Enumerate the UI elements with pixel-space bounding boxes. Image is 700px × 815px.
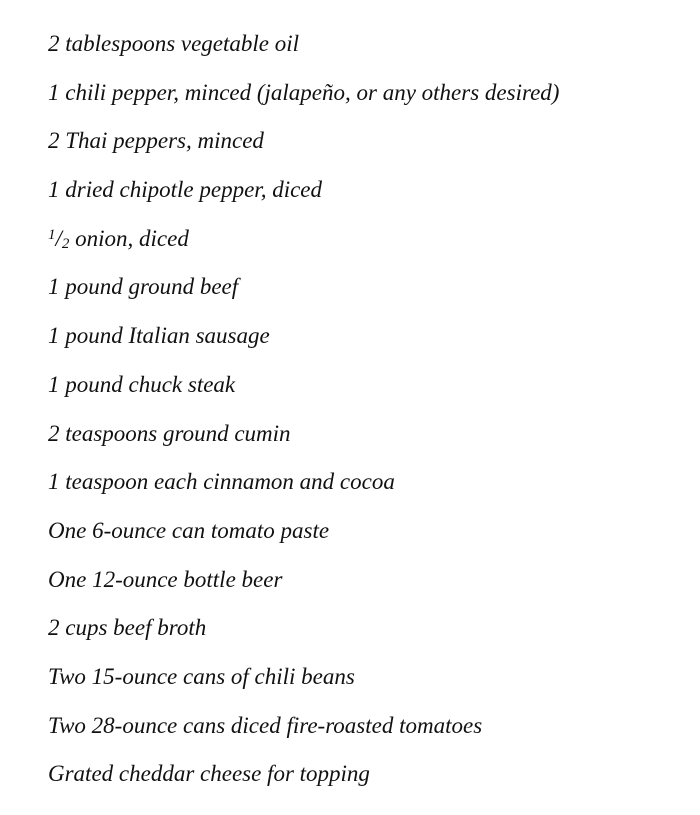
ingredient-text: 2 cups beef broth bbox=[48, 615, 207, 641]
ingredient-text: 1 teaspoon each cinnamon and cocoa bbox=[48, 469, 395, 495]
ingredient-cinnamon-cocoa bbox=[48, 468, 559, 496]
ingredient-text: 2 teaspoons ground cumin bbox=[48, 420, 291, 446]
ingredient-text: 2 tablespoons vegetable oil bbox=[48, 31, 300, 56]
ingredient-chuck-steak bbox=[48, 371, 559, 399]
ingredient-cumin bbox=[48, 420, 559, 448]
ingredient-beer bbox=[48, 566, 559, 594]
ingredient-text: onion, diced bbox=[69, 225, 189, 251]
ingredient-cheddar-cheese bbox=[48, 760, 559, 788]
ingredient-text: 1 pound Italian sausage bbox=[48, 323, 270, 349]
ingredient-beef-broth bbox=[48, 614, 559, 642]
ingredient-text: Grated cheddar cheese for topping bbox=[48, 761, 370, 787]
ingredient-chipotle-pepper bbox=[48, 176, 559, 204]
fraction-numerator: 1 bbox=[48, 226, 56, 243]
ingredient-text: 1 chili pepper, minced (jalapeño, or any others desired) bbox=[48, 79, 560, 105]
ingredient-tomatoes bbox=[48, 712, 559, 740]
ingredient-text: One 6-ounce can tomato paste bbox=[48, 517, 330, 543]
ingredient-ground-beef bbox=[48, 273, 559, 301]
ingredient-chili-beans bbox=[48, 663, 559, 691]
ingredient-text: 2 Thai peppers, minced bbox=[48, 128, 264, 154]
ingredient-text: One 12-ounce bottle beer bbox=[48, 566, 283, 592]
ingredient-text: Two 15-ounce cans of chili beans bbox=[48, 663, 355, 689]
ingredient-chili-pepper bbox=[48, 79, 559, 107]
ingredient-vegetable-oil bbox=[48, 30, 559, 58]
ingredient-text: 1 dried chipotle pepper, diced bbox=[48, 177, 323, 203]
ingredient-italian-sausage bbox=[48, 322, 559, 350]
ingredient-onion bbox=[48, 225, 559, 253]
ingredient-text: 1 pound chuck steak bbox=[48, 371, 236, 397]
ingredient-thai-peppers bbox=[48, 127, 559, 155]
fraction-slash: / bbox=[55, 225, 62, 251]
ingredient-tomato-paste bbox=[48, 517, 559, 545]
ingredient-text: 1 pound ground beef bbox=[48, 274, 239, 300]
fraction-denominator: 2 bbox=[61, 235, 70, 252]
ingredient-text: Two 28-ounce cans diced fire-roasted tomatoes bbox=[48, 712, 483, 738]
ingredient-list bbox=[48, 30, 559, 809]
